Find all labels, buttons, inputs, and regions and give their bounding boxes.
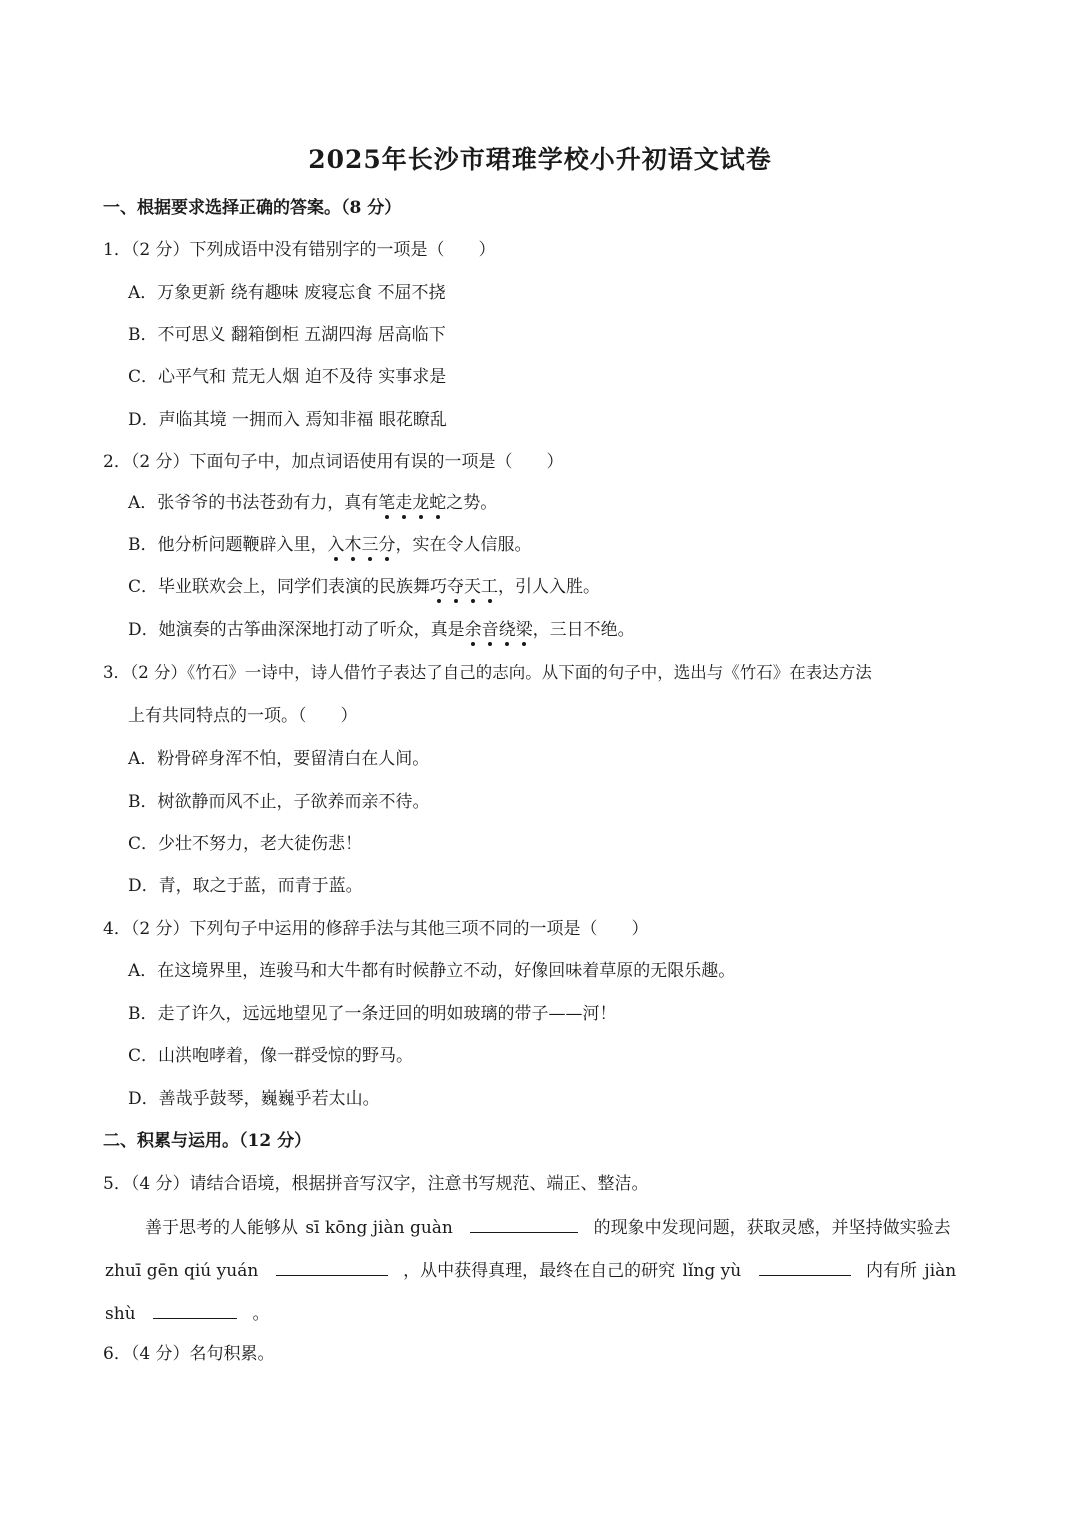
emphasized-phrase (328, 535, 396, 555)
question-2-option-b (128, 533, 532, 557)
question-4-stem: 4．（2 分）下列句子中运用的修辞手法与其他三项不同的一项是（ ） (103, 919, 649, 939)
answer-blank[interactable] (470, 1214, 578, 1233)
emphasis-dots (465, 642, 533, 648)
page-title: 2025年长沙市珺琟学校小升初语文试卷 (308, 145, 772, 174)
option-text: ，实在令人信服。 (395, 535, 532, 555)
question-1-option-a: A．万象更新 绕有趣味 废寝忘食 不屈不挠 (128, 283, 446, 303)
pinyin-prompt: jiàn (924, 1261, 957, 1281)
emphasized-phrase (378, 493, 446, 513)
question-3-stem: 3．（2 分）《竹石》一诗中，诗人借竹子表达了自己的志向。从下面的句子中，选出与《竹石》在表达方法 (103, 663, 872, 682)
emphasized-text: 入木三分 (327, 535, 396, 555)
question-5-paragraph-line-3 (103, 1300, 269, 1326)
option-text: ，三日不绝。 (532, 620, 635, 640)
paragraph-text: 善于思考的人能够从 (145, 1218, 298, 1238)
answer-blank[interactable] (153, 1300, 237, 1319)
option-text: B．他分析问题鞭辟入里， (128, 535, 328, 555)
emphasized-text: 余音绕梁 (464, 620, 533, 640)
option-text: 之势。 (446, 493, 498, 513)
paragraph-text: 的现象中发现问题，获取灵感，并坚持做实验去 (593, 1218, 951, 1238)
question-2-option-a (128, 491, 497, 515)
question-1-option-c: C．心平气和 荒无人烟 迫不及待 实事求是 (128, 367, 447, 387)
question-1-stem: 1．（2 分）下列成语中没有错别字的一项是（ ） (103, 240, 496, 260)
pinyin-prompt: zhuī gēn qiú yuán (105, 1261, 259, 1281)
question-5-paragraph-line-2 (103, 1257, 958, 1283)
question-2-option-c (128, 575, 600, 599)
question-2-stem: 2．（2 分）下面句子中，加点词语使用有误的一项是（ ） (103, 452, 564, 472)
pinyin-prompt: sī kōng jiàn guàn (305, 1218, 453, 1238)
question-5-paragraph-line-1 (145, 1214, 951, 1240)
question-4-option-a: A．在这境界里，连骏马和大牛都有时候静立不动，好像回味着草原的无限乐趣。 (128, 961, 736, 981)
option-text: D．她演奏的古筝曲深深地打动了听众，真是 (128, 620, 465, 640)
pinyin-prompt: shù (105, 1304, 136, 1324)
question-4-option-c: C．山洪咆哮着，像一群受惊的野马。 (128, 1046, 414, 1066)
question-3-option-d: D．青，取之于蓝，而青于蓝。 (128, 876, 363, 896)
question-3-option-c: C．少壮不努力，老大徒伤悲！ (128, 834, 363, 854)
question-2-option-d (128, 618, 635, 642)
option-text: C．毕业联欢会上，同学们表演的民族舞 (128, 577, 431, 597)
question-3-option-a: A．粉骨碎身浑不怕，要留清白在人间。 (128, 749, 430, 769)
question-4-option-d: D．善哉乎鼓琴，巍巍乎若太山。 (128, 1089, 380, 1109)
emphasized-phrase (465, 620, 533, 640)
question-1-option-b: B．不可思义 翻箱倒柜 五湖四海 居高临下 (128, 325, 446, 345)
paragraph-text: ，从中获得真理，最终在自己的研究 (403, 1261, 676, 1281)
emphasis-dots (328, 557, 396, 563)
answer-blank[interactable] (276, 1257, 388, 1276)
question-5-stem: 5．（4 分）请结合语境，根据拼音写汉字，注意书写规范、端正、整洁。 (103, 1174, 649, 1194)
emphasized-text: 笔走龙蛇 (378, 493, 447, 513)
option-text: A．张爷爷的书法苍劲有力，真有 (128, 493, 379, 513)
emphasis-dots (378, 515, 446, 521)
pinyin-prompt: lǐng yù (682, 1261, 742, 1281)
emphasis-dots (430, 599, 498, 605)
question-6-stem: 6．（4 分）名句积累。 (103, 1344, 275, 1364)
emphasized-text: 巧夺天工 (430, 577, 499, 597)
paragraph-text: 内有所 (866, 1261, 918, 1281)
question-4-option-b: B．走了许久，远远地望见了一条迂回的明如玻璃的带子——河！ (128, 1004, 617, 1024)
section-1-heading: 一、根据要求选择正确的答案。（8 分） (103, 198, 402, 218)
answer-blank[interactable] (759, 1257, 851, 1276)
option-text: ，引人入胜。 (498, 577, 601, 597)
section-2-heading: 二、积累与运用。（12 分） (103, 1131, 312, 1151)
question-3-stem-continued: 上有共同特点的一项。（ ） (128, 706, 358, 726)
question-1-option-d: D．声临其境 一拥而入 焉知非福 眼花瞭乱 (128, 410, 447, 430)
question-3-option-b: B．树欲静而风不止，子欲养而亲不待。 (128, 792, 430, 812)
paragraph-text: 。 (252, 1304, 270, 1324)
emphasized-phrase (430, 577, 498, 597)
